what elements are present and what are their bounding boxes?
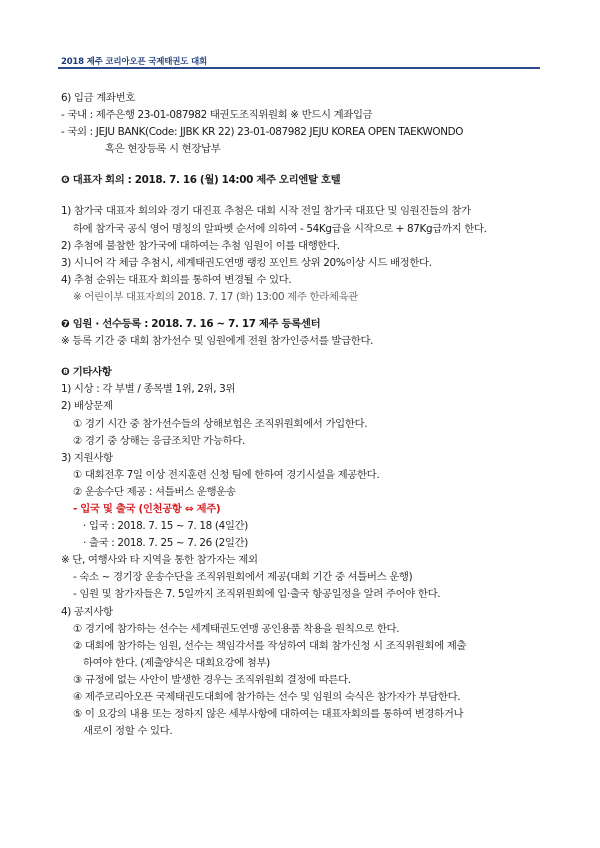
foreign-account-line: - 국외 : JEJU BANK(Code: JJBK KR 22) 23-01-087982 JEJU KOREA OPEN TAEKWONDO [61, 126, 464, 139]
arrival-dates: · 입국 : 2018. 7. 15 ~ 7. 18 (4일간) [83, 520, 248, 533]
support-item-1: ① 대회전후 7일 이상 전지훈련 신청 팀에 한하여 경기시설을 제공한다. [73, 468, 380, 481]
meeting-item-2: 2) 추첨에 불참한 참가국에 대하여는 추첨 임원이 이를 대행한다. [61, 239, 340, 252]
domestic-account-line: - 국내 : 제주은행 23-01-087982 태권도조직위원회 ※ 반드시 계좌입금 [61, 109, 373, 122]
notice-item-3: ③ 규정에 없는 사안이 발생한 경우는 조직위원회 결정에 따른다. [73, 673, 351, 686]
header-title: 2018 제주 코리아오픈 국제태권도 대회 [61, 57, 208, 67]
notice-item-5-cont: 새로이 정할 수 있다. [83, 725, 173, 738]
misc-awards: 1) 시상 : 각 부별 / 종목별 1위, 2위, 3위 [61, 383, 236, 396]
notice-item-5: ⑤ 이 요강의 내용 또는 정하지 않은 세부사항에 대하여는 대표자회의를 통하여 변경하거나 [73, 708, 464, 721]
section-misc: ❽ 기타사항 [61, 366, 112, 379]
transport-route-highlight: - 입국 및 출국 (인천공항 ⇔ 제주) [73, 502, 221, 515]
misc-notices: 4) 공지사항 [61, 605, 113, 618]
notice-item-1: ① 경기에 참가하는 선수는 세계태권도연맹 공인용품 착용을 원칙으로 한다. [73, 622, 400, 635]
misc-support: 3) 지원사항 [61, 451, 113, 464]
registration-note: ※ 등록 기간 중 대회 참가선수 및 임원에게 전원 참가인증서를 발급한다. [61, 335, 374, 348]
support-item-2: ② 운송수단 제공 : 셔틀버스 운행운송 [73, 485, 236, 498]
departure-dates: · 출국 : 2018. 7. 25 ~ 7. 26 (2일간) [83, 537, 248, 550]
notice-item-4: ④ 제주코리아오픈 국제태권도대회에 참가하는 선수 및 임원의 숙식은 참가자가 부담한다. [73, 691, 461, 703]
notice-item-2: ② 대회에 참가하는 임원, 선수는 책임각서를 작성하여 대회 참가신청 시 조직위원회에 제출 [73, 639, 467, 652]
exclusion-note: ※ 단, 여행사와 타 지역을 통한 참가자는 제외 [61, 554, 258, 567]
header-rule [58, 67, 540, 69]
section-head-meeting: ❻ 대표자 회의 : 2018. 7. 16 (월) 14:00 제주 오리엔탈 호텔 [61, 174, 341, 187]
children-meeting-note: ※ 어린이부 대표자회의 2018. 7. 17 (화) 13:00 제주 한라체육관 [73, 290, 358, 303]
notice-item-2-cont: 하여야 한다. (제출양식은 대회요강에 첨부) [83, 656, 270, 669]
section-deposit-account: 6) 입금 계좌번호 [61, 92, 135, 104]
flight-schedule-note: - 임원 및 참가자들은 7. 5일까지 조직위원회에 입·출국 항공일정을 알려 주어야 한다. [73, 588, 441, 601]
onsite-payment-line: 혹은 현장등록 시 현장납부 [105, 143, 221, 156]
misc-liability: 2) 배상문제 [61, 400, 113, 413]
meeting-item-1-cont: 하에 참가국 공식 영어 명칭의 알파벳 순서에 의하여 - 54Kg급을 시작으로 + 87Kg급까지 한다. [73, 222, 487, 235]
liability-item-1: ① 경기 시간 중 참가선수들의 상해보험은 조직위원회에서 가입한다. [73, 417, 368, 430]
meeting-item-3: 3) 시니어 각 체급 추첨시, 세계태권도연맹 랭킹 포인트 상위 20%이상 시드 배정한다. [61, 256, 432, 269]
section-registration: ❼ 임원 · 선수등록 : 2018. 7. 16 ~ 7. 17 제주 등록센터 [61, 318, 321, 331]
meeting-item-1: 1) 참가국 대표자 회의와 경기 대진표 추첨은 대회 시작 전일 참가국 대표단 및 임원진들의 참가 [61, 205, 471, 218]
document-body [61, 90, 546, 740]
meeting-item-4: 4) 추첨 순위는 대표자 회의를 통하여 변경될 수 있다. [61, 273, 292, 286]
liability-item-2: ② 경기 중 상해는 응급조치만 가능하다. [73, 434, 245, 447]
shuttle-note: - 숙소 ~ 경기장 운송수단을 조직위원회에서 제공(대회 기간 중 셔틀버스 운행) [73, 571, 413, 584]
